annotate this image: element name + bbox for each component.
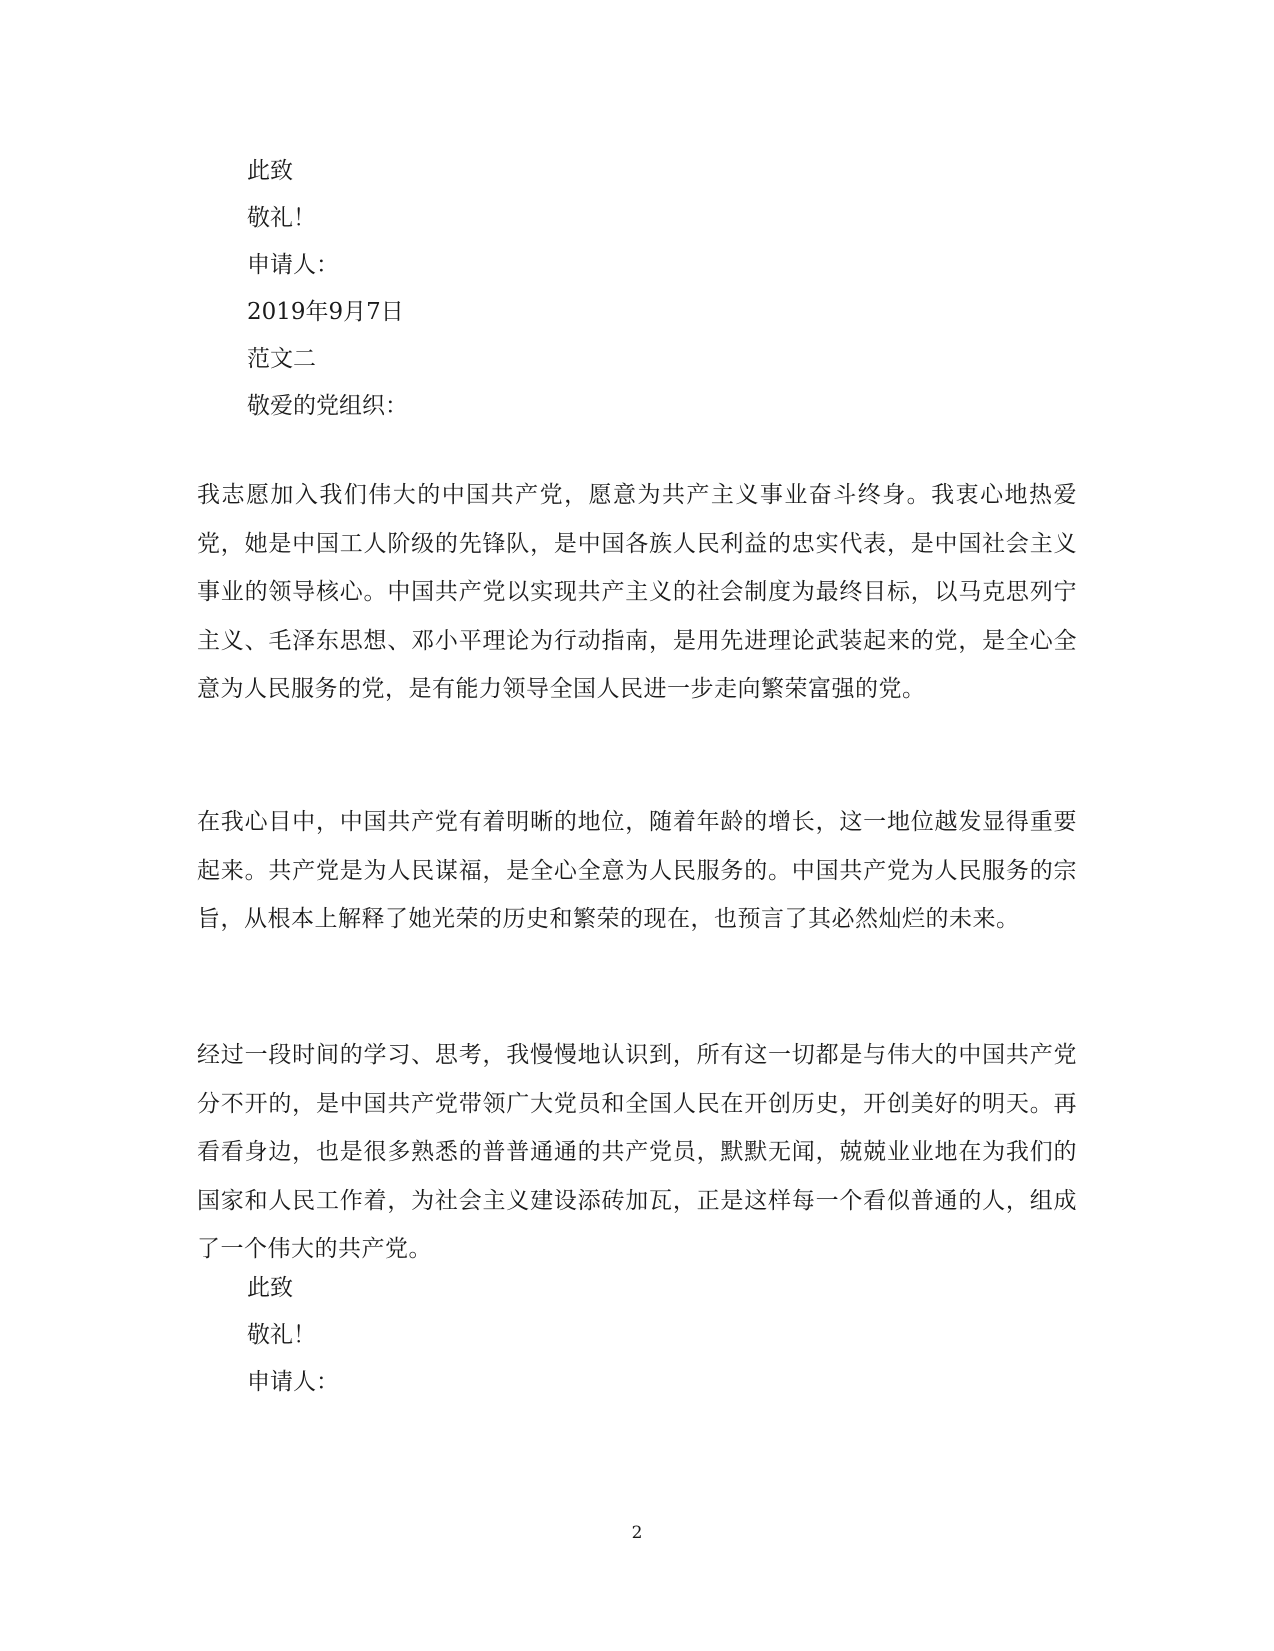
closing-salute-2: 敬礼！ bbox=[247, 1322, 316, 1348]
body-paragraph-2: 在我心目中，中国共产党有着明晰的地位，随着年龄的增长，这一地位越发显得重要起来。共产党是为人民谋福，是全心全意为人民服务的。中国共产党为人民服务的宗旨，从根本上解释了她光荣的历史和繁荣的现在，也预言了其必然灿烂的未来。 bbox=[197, 809, 1077, 932]
letter-date: 2019年9月7日 bbox=[247, 299, 404, 325]
closing-salute: 敬礼！ bbox=[247, 205, 316, 231]
body-paragraph-3: 经过一段时间的学习、思考，我慢慢地认识到，所有这一切都是与伟大的中国共产党分不开的，是中国共产党带领广大党员和全国人民在开创历史，开创美好的明天。再看看身边，也是很多熟悉的普普通通的共产党员，默默无闻，兢兢业业地在为我们的国家和人民工作着，为社会主义建设添砖加瓦，正是这样每一个看似普通的人，组成了一个伟大的共产党。 bbox=[197, 1042, 1077, 1262]
sample-heading: 范文二 bbox=[247, 346, 316, 372]
applicant-label-2: 申请人： bbox=[247, 1369, 339, 1395]
page-number: 2 bbox=[631, 1523, 643, 1543]
applicant-label: 申请人： bbox=[247, 252, 339, 278]
closing-greeting-2: 此致 bbox=[247, 1275, 293, 1301]
closing-greeting: 此致 bbox=[247, 158, 293, 184]
body-paragraph-1: 我志愿加入我们伟大的中国共产党，愿意为共产主义事业奋斗终身。我衷心地热爱党，她是中国工人阶级的先锋队，是中国各族人民利益的忠实代表，是中国社会主义事业的领导核心。中国共产党以实现共产主义的社会制度为最终目标，以马克思列宁主义、毛泽东思想、邓小平理论为行动指南，是用先进理论武装起来的党，是全心全意为人民服务的党，是有能力领导全国人民进一步走向繁荣富强的党。 bbox=[197, 482, 1077, 702]
salutation: 敬爱的党组织： bbox=[247, 393, 408, 419]
